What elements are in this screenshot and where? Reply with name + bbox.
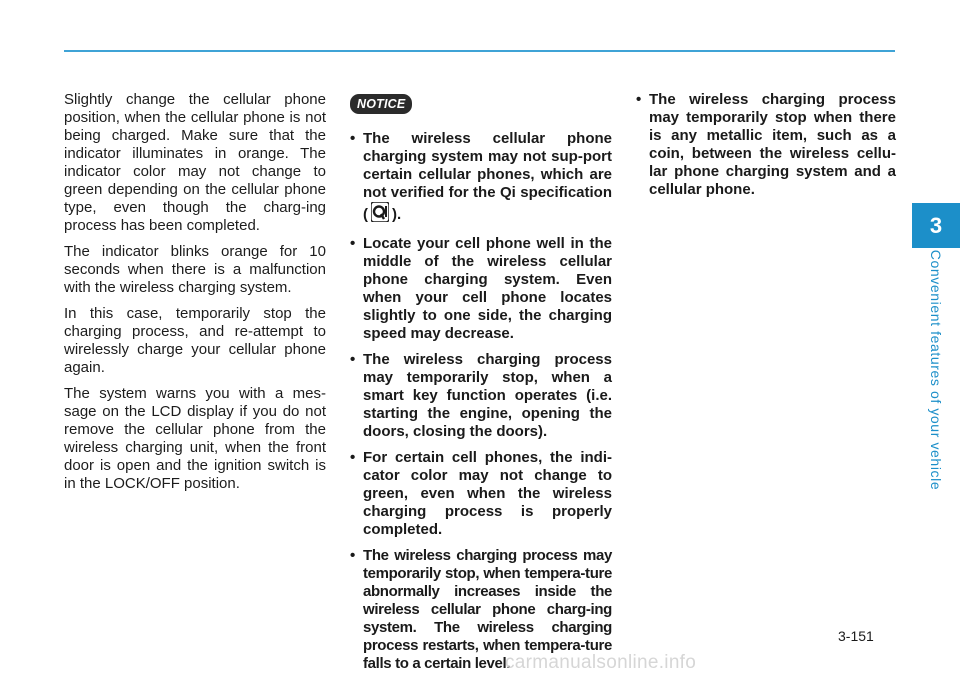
page-number: 3-151 — [838, 628, 874, 644]
paragraph-blinks: The indicator blinks orange for 10 seconds when there is a malfunction with the wireless charging system. — [64, 243, 326, 296]
notice-item-locate — [350, 235, 612, 343]
header-rule — [64, 50, 895, 52]
notice-item-text: The wireless charging process may temporarily stop, when tempera-ture abnormally increases inside the wireless cellular phone charg-ing system. The wireless charging process restarts, when tempera-ture falls to a certain level. — [363, 547, 612, 672]
notice-list-continued — [636, 91, 896, 199]
notice-item-text: The wireless charging process may temporarily stop, when a smart key function operates (i.e. starting the engine, opening the doors, closing the doors). — [363, 351, 612, 440]
paragraph-indicator: Slightly change the cellular phone position, when the cellular phone is not being charged. Make sure that the indicator illuminates in orange. The indicator color may not change to green depending on the cellular phone type, even though the charg-ing process has been completed. — [64, 91, 326, 234]
notice-item-qi-end: ). — [392, 206, 402, 223]
notice-badge: NOTICE — [350, 94, 412, 114]
bullet-dot: • — [350, 351, 356, 368]
qi-logo-icon — [371, 202, 389, 227]
paragraph-reattempt: In this case, temporarily stop the charging process, and re-attempt to wirelessly charge your cellular phone again. — [64, 305, 326, 376]
right-column — [636, 91, 896, 207]
bullet-dot: • — [350, 449, 356, 466]
left-column — [64, 91, 326, 501]
notice-item-text: The wireless charging process may temporarily stop when there is any metallic item, such as a coin, between the wireless cellu-lar phone charging system and a cellular phone. — [649, 91, 896, 198]
notice-item-text: Locate your cell phone well in the middle of the wireless cellular phone charging system. Even when your cell phone locates slightly to one side, the charging speed may decrease. — [363, 235, 612, 342]
chapter-title: Convenient features of your vehicle — [928, 249, 944, 491]
notice-list — [350, 130, 612, 673]
watermark: carmanualsonline.info — [505, 652, 697, 673]
notice-item-qi — [350, 130, 612, 227]
bullet-dot: • — [350, 130, 356, 147]
bullet-dot: • — [350, 235, 356, 252]
notice-item-qi-text: The wireless cellular phone charging system may not sup-port certain cellular phones, which are not verified for the Qi specification ( — [363, 130, 612, 223]
notice-item-smart-key — [350, 351, 612, 441]
chapter-tab: 3 — [912, 203, 960, 248]
notice-item-text: For certain cell phones, the indi-cator color may not change to green, even when the wireless charging process is properly completed. — [363, 449, 612, 538]
paragraph-warning: The system warns you with a mes-sage on the LCD display if you do not remove the cellular phone from the wireless charging unit, when the front door is open and the ignition switch is in the LOCK/OFF position. — [64, 385, 326, 492]
bullet-dot: • — [350, 547, 355, 564]
notice-column — [350, 91, 612, 681]
notice-item-indicator-color — [350, 449, 612, 539]
bullet-dot: • — [636, 91, 642, 108]
notice-item-metallic — [636, 91, 896, 199]
